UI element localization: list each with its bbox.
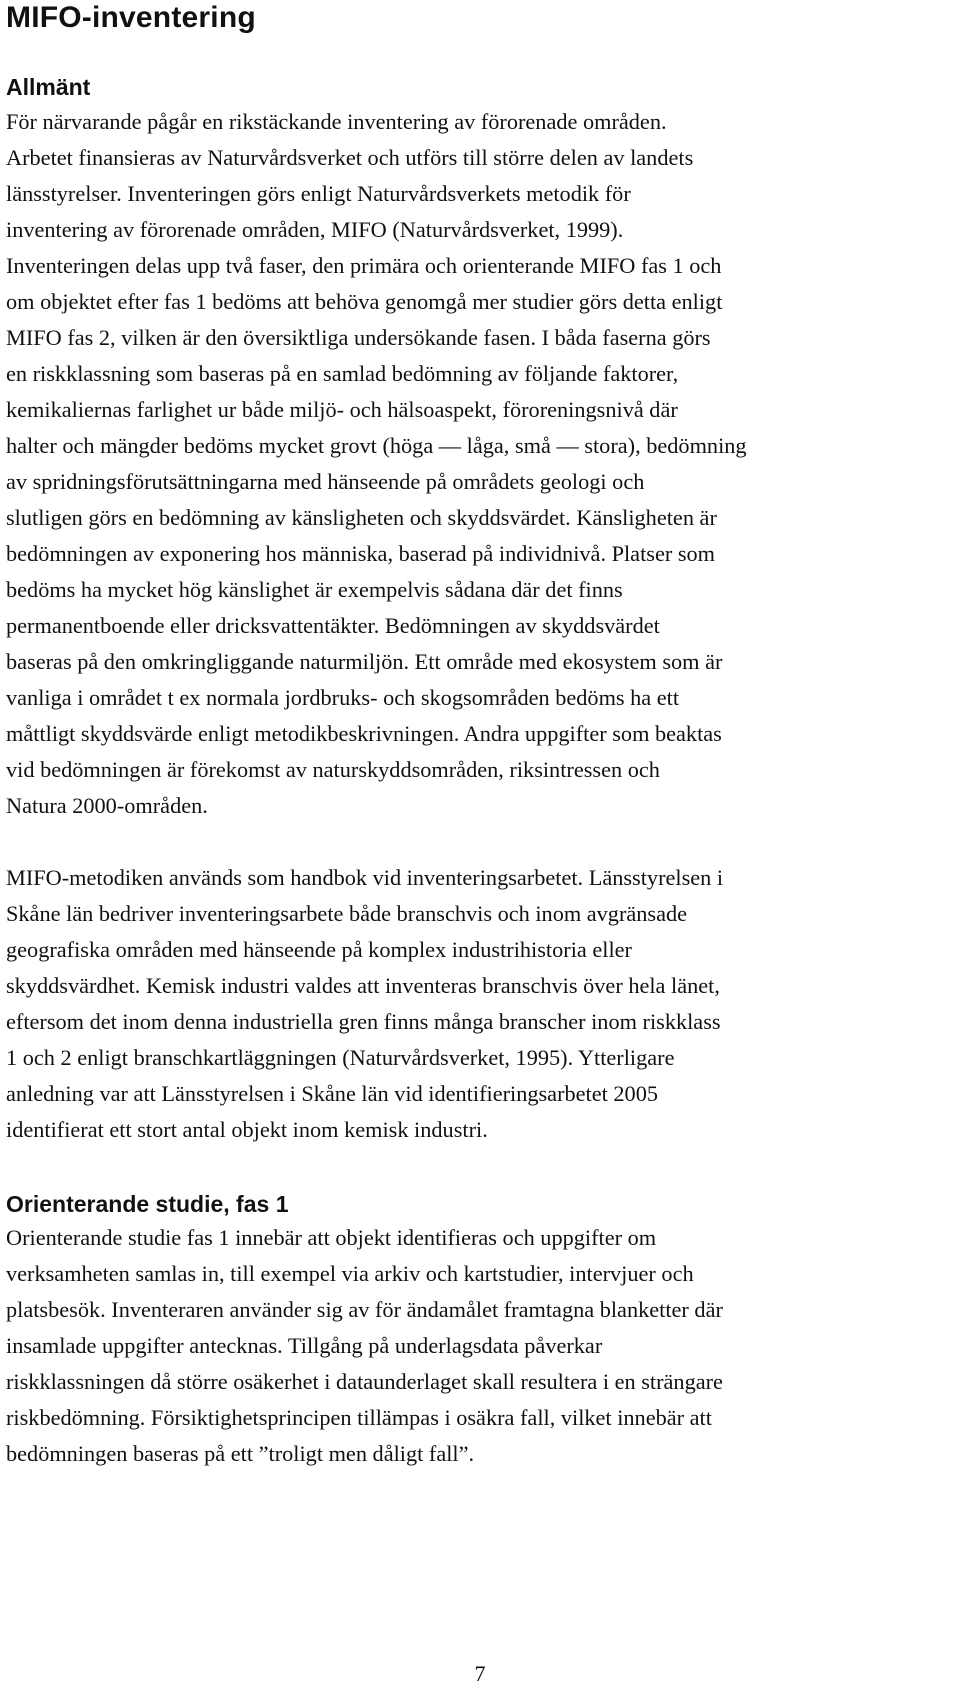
page-title: MIFO-inventering (6, 1, 256, 34)
page-number: 7 (474, 1661, 486, 1686)
text-line: Natura 2000-områden. (6, 793, 208, 818)
text-line: Arbetet finansieras av Naturvårdsverket och utförs till större delen av landets (6, 145, 694, 170)
text-line: vanliga i området t ex normala jordbruks- och skogsområden bedöms ha ett (6, 685, 680, 710)
text-line: eftersom det inom denna industriella gren finns många branscher inom riskklass (6, 1009, 721, 1034)
text-line: platsbesök. Inventeraren använder sig av för ändamålet framtagna blanketter där (6, 1297, 723, 1322)
text-line: MIFO-metodiken används som handbok vid inventeringsarbetet. Länsstyrelsen i (6, 865, 724, 890)
text-line: riskbedömning. Försiktighetsprincipen tillämpas i osäkra fall, vilket innebär att (6, 1405, 712, 1430)
text-line: bedömningen baseras på ett ”troligt men dåligt fall”. (6, 1441, 475, 1466)
text-line: Skåne län bedriver inventeringsarbete både branschvis och inom avgränsade (6, 901, 688, 926)
text-line: Inventeringen delas upp två faser, den primära och orienterande MIFO fas 1 och (6, 253, 722, 278)
text-line: verksamheten samlas in, till exempel via arkiv och kartstudier, intervjuer och (6, 1261, 694, 1286)
text-line: baseras på den omkringliggande naturmiljön. Ett område med ekosystem som är (6, 649, 723, 674)
text-line: inventering av förorenade områden, MIFO (Naturvårdsverket, 1999). (6, 217, 624, 242)
text-line: insamlade uppgifter antecknas. Tillgång på underlagsdata påverkar (6, 1333, 603, 1358)
paragraph-orienterande-1 (6, 1220, 956, 1472)
text-line: För närvarande pågår en rikstäckande inventering av förorenade områden. (6, 109, 667, 134)
text-line: bedömningen av exponering hos människa, baserad på individnivå. Platser som (6, 541, 716, 566)
text-line: halter och mängder bedöms mycket grovt (höga — låga, små — stora), bedömning (6, 433, 747, 458)
section-heading-allmant: Allmänt (6, 74, 91, 100)
text-line: en riskklassning som baseras på en samlad bedömning av följande faktorer, (6, 361, 679, 386)
document-content (6, 0, 956, 1472)
text-line: Orienterande studie fas 1 innebär att objekt identifieras och uppgifter om (6, 1225, 657, 1250)
text-line: riskklassningen då större osäkerhet i dataunderlaget skall resultera i en strängare (6, 1369, 723, 1394)
text-line: skyddsvärdhet. Kemisk industri valdes att inventeras branschvis över hela länet, (6, 973, 720, 998)
text-line: av spridningsförutsättningarna med hänseende på områdets geologi och (6, 469, 645, 494)
text-line: om objektet efter fas 1 bedöms att behöva genomgå mer studier görs detta enligt (6, 289, 723, 314)
text-line: geografiska områden med hänseende på komplex industrihistoria eller (6, 937, 632, 962)
text-line: bedöms ha mycket hög känslighet är exempelvis sådana där det finns (6, 577, 623, 602)
text-line: måttligt skyddsvärde enligt metodikbeskrivningen. Andra uppgifter som beaktas (6, 721, 722, 746)
paragraph-allmant-1 (6, 104, 956, 824)
text-line: 1 och 2 enligt branschkartläggningen (Naturvårdsverket, 1995). Ytterligare (6, 1045, 675, 1070)
text-line: identifierat ett stort antal objekt inom kemisk industri. (6, 1117, 488, 1142)
text-line: kemikaliernas farlighet ur både miljö- och hälsoaspekt, föroreningsnivå där (6, 397, 678, 422)
text-line: länsstyrelser. Inventeringen görs enligt Naturvårdsverkets metodik för (6, 181, 631, 206)
paragraph-allmant-2 (6, 860, 956, 1148)
text-line: vid bedömningen är förekomst av naturskyddsområden, riksintressen och (6, 757, 660, 782)
text-line: slutligen görs en bedömning av känsligheten och skyddsvärdet. Känsligheten är (6, 505, 717, 530)
section-heading-orienterande: Orienterande studie, fas 1 (6, 1191, 289, 1217)
text-line: permanentboende eller dricksvattentäkter. Bedömningen av skyddsvärdet (6, 613, 660, 638)
text-line: MIFO fas 2, vilken är den översiktliga undersökande fasen. I båda faserna görs (6, 325, 711, 350)
text-line: anledning var att Länsstyrelsen i Skåne län vid identifieringsarbetet 2005 (6, 1081, 658, 1106)
